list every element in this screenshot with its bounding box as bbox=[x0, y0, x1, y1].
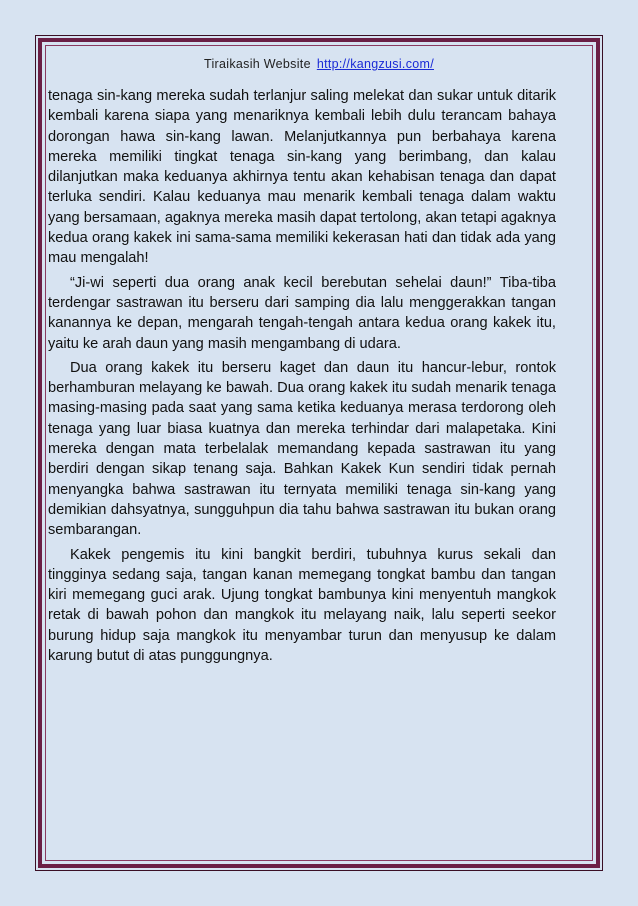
paragraph: “Ji-wi seperti dua orang anak kecil berebutan sehelai daun!” Tiba-tiba terdengar sastrawan itu berseru dari samping dia lalu menggerakkan tangan kanannya ke depan, mengarah tengah-tengah antara kedua orang kakek itu, yaitu ke arah daun yang masih mengambang di udara. bbox=[48, 274, 556, 352]
paragraph: Dua orang kakek itu berseru kaget dan daun itu hancur-lebur, rontok berhamburan melayang ke bawah. Dua orang kakek itu sudah menarik tenaga masing-masing pada saat yang sama ketika keduanya merasa terdorong oleh tenaga yang luar biasa kuatnya dan mereka terhindar dari malapetaka. Kini mereka dengan mata terbelalak memandang kepada sastrawan itu yang berdiri dengan sikap tenang saja. Bahkan Kakek Kun sendiri tidak pernah menyangka bahwa sastrawan itu ternyata memiliki tenaga sin-kang yang demikian dahsyatnya, sungguhpun dia tahu bahwa sastrawan itu bukan orang sembarangan. bbox=[48, 359, 556, 539]
paragraph: tenaga sin-kang mereka sudah terlanjur saling melekat dan sukar untuk ditarik kembali karena siapa yang menariknya kembali lebih dulu terancam bahaya dorongan hawa sin-kang lawan. Melanjutkannya pun berbahaya karena mereka memiliki tingkat tenaga sin-kang yang berimbang, dan kalau dilanjutkan maka keduanya akhirnya tentu akan kehabisan tenaga dan dapat terluka sendiri. Kalau keduanya mau menarik kembali tenaga dalam waktu yang bersamaan, agaknya mereka masih dapat tertolong, akan tetapi agaknya kedua orang kakek ini sama-sama memiliki kekerasan hati dan tidak ada yang mau mengalah! bbox=[48, 88, 556, 267]
site-link[interactable]: http://kangzusi.com/ bbox=[316, 57, 434, 71]
paragraph: Kakek pengemis itu kini bangkit berdiri, tubuhnya kurus sekali dan tingginya sedang saja, tangan kanan memegang tongkat bambu dan tangan kiri memegang guci arak. Ujung tongkat bambunya kini menyentuh mangkok retak di bawah pohon dan mangkok itu melayang naik, lalu seperti seekor burung hidup saja mangkok itu menyambar turun dan menyusup ke dalam karung butut di atas punggungnya. bbox=[48, 546, 556, 665]
site-label: Tiraikasih Website bbox=[204, 57, 311, 71]
article-body bbox=[48, 86, 556, 666]
page-header bbox=[42, 57, 596, 71]
